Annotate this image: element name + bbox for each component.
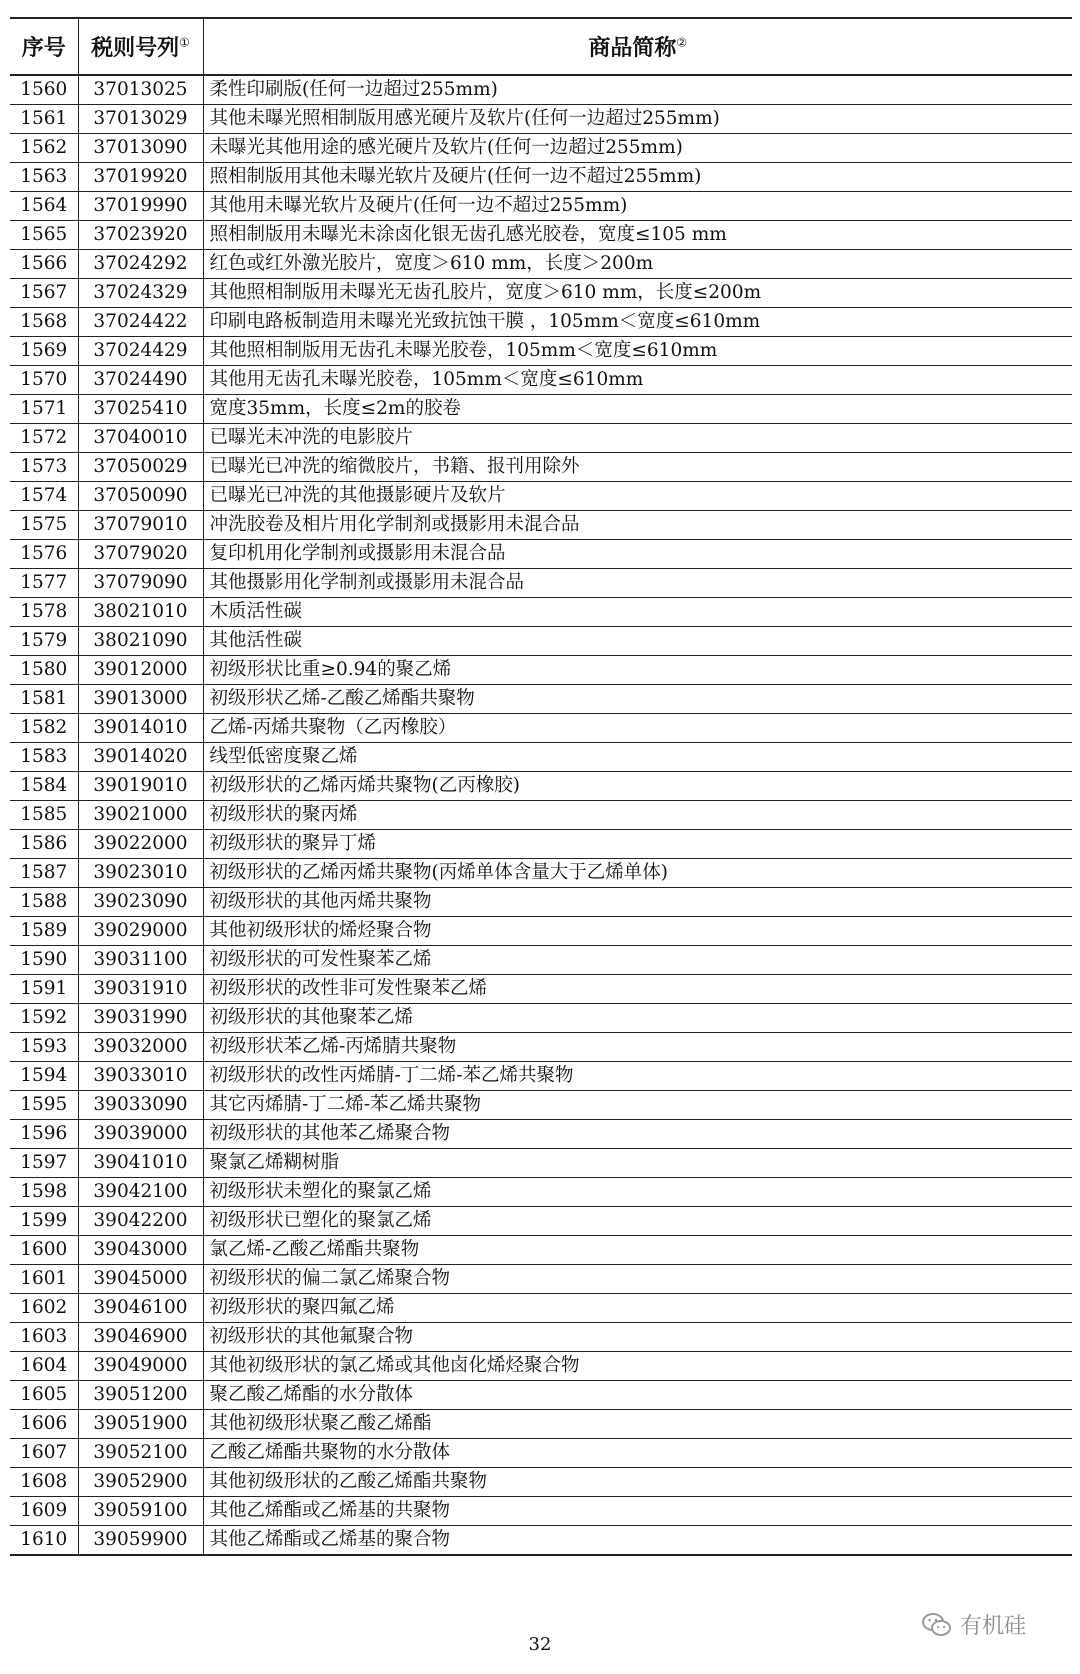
row-index: 1565 bbox=[10, 221, 78, 250]
table-row bbox=[10, 888, 1072, 917]
header-code bbox=[78, 18, 203, 75]
row-name: 柔性印刷版(任何一边超过255mm) bbox=[203, 75, 1072, 105]
row-name: 初级形状未塑化的聚氯乙烯 bbox=[203, 1178, 1072, 1207]
row-code: 39022000 bbox=[78, 830, 203, 859]
row-name: 初级形状的乙烯丙烯共聚物(乙丙橡胶) bbox=[203, 772, 1072, 801]
watermark bbox=[922, 1609, 1026, 1640]
row-index: 1576 bbox=[10, 540, 78, 569]
header-name bbox=[203, 18, 1072, 75]
row-index: 1582 bbox=[10, 714, 78, 743]
row-index: 1599 bbox=[10, 1207, 78, 1236]
row-name: 未曝光其他用途的感光硬片及软片(任何一边超过255mm) bbox=[203, 134, 1072, 163]
table-row bbox=[10, 453, 1072, 482]
table-row bbox=[10, 1294, 1072, 1323]
row-name: 其它丙烯腈-丁二烯-苯乙烯共聚物 bbox=[203, 1091, 1072, 1120]
document-page bbox=[10, 17, 1072, 1556]
row-index: 1596 bbox=[10, 1120, 78, 1149]
table-row bbox=[10, 1236, 1072, 1265]
table-row bbox=[10, 656, 1072, 685]
row-index: 1584 bbox=[10, 772, 78, 801]
row-code: 39045000 bbox=[78, 1265, 203, 1294]
table-row bbox=[10, 1207, 1072, 1236]
table-row bbox=[10, 105, 1072, 134]
row-index: 1608 bbox=[10, 1468, 78, 1497]
table-row bbox=[10, 250, 1072, 279]
row-index: 1605 bbox=[10, 1381, 78, 1410]
row-index: 1591 bbox=[10, 975, 78, 1004]
row-index: 1567 bbox=[10, 279, 78, 308]
row-name: 初级形状苯乙烯-丙烯腈共聚物 bbox=[203, 1033, 1072, 1062]
row-name: 复印机用化学制剂或摄影用未混合品 bbox=[203, 540, 1072, 569]
table-row bbox=[10, 1410, 1072, 1439]
row-name: 红色或红外激光胶片，宽度＞610 mm，长度＞200m bbox=[203, 250, 1072, 279]
table-row bbox=[10, 1323, 1072, 1352]
row-code: 37025410 bbox=[78, 395, 203, 424]
row-name: 初级形状的聚四氟乙烯 bbox=[203, 1294, 1072, 1323]
row-name: 照相制版用其他未曝光软片及硬片(任何一边不超过255mm) bbox=[203, 163, 1072, 192]
row-code: 39031100 bbox=[78, 946, 203, 975]
row-code: 39042200 bbox=[78, 1207, 203, 1236]
table-row bbox=[10, 743, 1072, 772]
row-name: 初级形状的其他苯乙烯聚合物 bbox=[203, 1120, 1072, 1149]
row-name: 初级形状比重≥0.94的聚乙烯 bbox=[203, 656, 1072, 685]
row-code: 39012000 bbox=[78, 656, 203, 685]
row-code: 37013029 bbox=[78, 105, 203, 134]
row-index: 1581 bbox=[10, 685, 78, 714]
row-code: 38021010 bbox=[78, 598, 203, 627]
row-code: 37023920 bbox=[78, 221, 203, 250]
row-name: 初级形状的乙烯丙烯共聚物(丙烯单体含量大于乙烯单体) bbox=[203, 859, 1072, 888]
row-name: 其他活性碳 bbox=[203, 627, 1072, 656]
table-row bbox=[10, 75, 1072, 105]
row-name: 已曝光已冲洗的其他摄影硬片及软片 bbox=[203, 482, 1072, 511]
row-index: 1566 bbox=[10, 250, 78, 279]
row-index: 1595 bbox=[10, 1091, 78, 1120]
row-index: 1606 bbox=[10, 1410, 78, 1439]
row-name: 其他初级形状的乙酸乙烯酯共聚物 bbox=[203, 1468, 1072, 1497]
row-code: 37040010 bbox=[78, 424, 203, 453]
header-row bbox=[10, 18, 1072, 75]
row-code: 37050029 bbox=[78, 453, 203, 482]
row-code: 39046900 bbox=[78, 1323, 203, 1352]
row-code: 37024422 bbox=[78, 308, 203, 337]
table-row bbox=[10, 627, 1072, 656]
row-name: 初级形状的改性非可发性聚苯乙烯 bbox=[203, 975, 1072, 1004]
row-name: 初级形状的其他氟聚合物 bbox=[203, 1323, 1072, 1352]
row-code: 39059900 bbox=[78, 1526, 203, 1556]
row-code: 39014020 bbox=[78, 743, 203, 772]
row-code: 38021090 bbox=[78, 627, 203, 656]
table-row bbox=[10, 337, 1072, 366]
row-index: 1598 bbox=[10, 1178, 78, 1207]
row-code: 39052100 bbox=[78, 1439, 203, 1468]
row-index: 1597 bbox=[10, 1149, 78, 1178]
table-row bbox=[10, 975, 1072, 1004]
row-name: 初级形状的其他聚苯乙烯 bbox=[203, 1004, 1072, 1033]
header-code-label: 税则号列 bbox=[91, 35, 180, 61]
table-row bbox=[10, 1033, 1072, 1062]
table-row bbox=[10, 482, 1072, 511]
table-row bbox=[10, 1381, 1072, 1410]
row-name: 初级形状的聚异丁烯 bbox=[203, 830, 1072, 859]
table-row bbox=[10, 772, 1072, 801]
watermark-text: 有机硅 bbox=[960, 1614, 1027, 1639]
row-name: 初级形状乙烯-乙酸乙烯酯共聚物 bbox=[203, 685, 1072, 714]
row-code: 39049000 bbox=[78, 1352, 203, 1381]
row-code: 39032000 bbox=[78, 1033, 203, 1062]
row-code: 39043000 bbox=[78, 1236, 203, 1265]
table-row bbox=[10, 308, 1072, 337]
table-row bbox=[10, 279, 1072, 308]
row-code: 39046100 bbox=[78, 1294, 203, 1323]
row-code: 39051200 bbox=[78, 1381, 203, 1410]
row-name: 其他初级形状聚乙酸乙烯酯 bbox=[203, 1410, 1072, 1439]
row-name: 宽度35mm，长度≤2m的胶卷 bbox=[203, 395, 1072, 424]
table-row bbox=[10, 1120, 1072, 1149]
row-index: 1585 bbox=[10, 801, 78, 830]
row-name: 初级形状的聚丙烯 bbox=[203, 801, 1072, 830]
row-name: 已曝光未冲洗的电影胶片 bbox=[203, 424, 1072, 453]
row-index: 1578 bbox=[10, 598, 78, 627]
row-index: 1574 bbox=[10, 482, 78, 511]
row-index: 1609 bbox=[10, 1497, 78, 1526]
table-row bbox=[10, 714, 1072, 743]
row-code: 37013025 bbox=[78, 75, 203, 105]
row-code: 39033010 bbox=[78, 1062, 203, 1091]
row-name: 其他照相制版用未曝光无齿孔胶片，宽度＞610 mm，长度≤200m bbox=[203, 279, 1072, 308]
row-index: 1586 bbox=[10, 830, 78, 859]
row-name: 聚氯乙烯糊树脂 bbox=[203, 1149, 1072, 1178]
row-index: 1573 bbox=[10, 453, 78, 482]
row-code: 37019990 bbox=[78, 192, 203, 221]
table-row bbox=[10, 1265, 1072, 1294]
table-row bbox=[10, 598, 1072, 627]
table-row bbox=[10, 163, 1072, 192]
row-name: 初级形状的其他丙烯共聚物 bbox=[203, 888, 1072, 917]
row-index: 1575 bbox=[10, 511, 78, 540]
row-name: 聚乙酸乙烯酯的水分散体 bbox=[203, 1381, 1072, 1410]
row-index: 1607 bbox=[10, 1439, 78, 1468]
row-index: 1570 bbox=[10, 366, 78, 395]
table-body bbox=[10, 75, 1072, 1555]
row-code: 39052900 bbox=[78, 1468, 203, 1497]
row-index: 1602 bbox=[10, 1294, 78, 1323]
row-code: 39023010 bbox=[78, 859, 203, 888]
table-header bbox=[10, 18, 1072, 75]
row-name: 其他乙烯酯或乙烯基的聚合物 bbox=[203, 1526, 1072, 1556]
page-number: 32 bbox=[528, 1634, 552, 1655]
row-index: 1604 bbox=[10, 1352, 78, 1381]
row-index: 1568 bbox=[10, 308, 78, 337]
row-index: 1592 bbox=[10, 1004, 78, 1033]
row-index: 1601 bbox=[10, 1265, 78, 1294]
row-code: 39014010 bbox=[78, 714, 203, 743]
table-row bbox=[10, 1178, 1072, 1207]
row-name: 乙烯-丙烯共聚物（乙丙橡胶） bbox=[203, 714, 1072, 743]
table-row bbox=[10, 1497, 1072, 1526]
row-name: 已曝光已冲洗的缩微胶片，书籍、报刊用除外 bbox=[203, 453, 1072, 482]
row-code: 39059100 bbox=[78, 1497, 203, 1526]
row-index: 1563 bbox=[10, 163, 78, 192]
table-row bbox=[10, 511, 1072, 540]
table-row bbox=[10, 366, 1072, 395]
row-name: 初级形状已塑化的聚氯乙烯 bbox=[203, 1207, 1072, 1236]
table-row bbox=[10, 424, 1072, 453]
table-row bbox=[10, 192, 1072, 221]
table-row bbox=[10, 1468, 1072, 1497]
row-index: 1593 bbox=[10, 1033, 78, 1062]
row-code: 37079090 bbox=[78, 569, 203, 598]
row-code: 39033090 bbox=[78, 1091, 203, 1120]
row-code: 39041010 bbox=[78, 1149, 203, 1178]
row-code: 39051900 bbox=[78, 1410, 203, 1439]
header-index bbox=[10, 18, 78, 75]
row-code: 37024292 bbox=[78, 250, 203, 279]
table-row bbox=[10, 1062, 1072, 1091]
row-name: 其他初级形状的氯乙烯或其他卤化烯烃聚合物 bbox=[203, 1352, 1072, 1381]
table-row bbox=[10, 685, 1072, 714]
row-index: 1572 bbox=[10, 424, 78, 453]
row-index: 1610 bbox=[10, 1526, 78, 1556]
row-code: 39029000 bbox=[78, 917, 203, 946]
row-index: 1560 bbox=[10, 75, 78, 105]
row-index: 1583 bbox=[10, 743, 78, 772]
row-index: 1569 bbox=[10, 337, 78, 366]
table-row bbox=[10, 1091, 1072, 1120]
row-code: 37019920 bbox=[78, 163, 203, 192]
table-row bbox=[10, 1526, 1072, 1556]
row-code: 37024329 bbox=[78, 279, 203, 308]
row-name: 乙酸乙烯酯共聚物的水分散体 bbox=[203, 1439, 1072, 1468]
table-row bbox=[10, 569, 1072, 598]
table-row bbox=[10, 1352, 1072, 1381]
row-name: 初级形状的改性丙烯腈-丁二烯-苯乙烯共聚物 bbox=[203, 1062, 1072, 1091]
row-code: 39013000 bbox=[78, 685, 203, 714]
row-index: 1600 bbox=[10, 1236, 78, 1265]
table-row bbox=[10, 946, 1072, 975]
tariff-table bbox=[10, 17, 1072, 1556]
row-name: 初级形状的可发性聚苯乙烯 bbox=[203, 946, 1072, 975]
row-code: 37013090 bbox=[78, 134, 203, 163]
row-index: 1590 bbox=[10, 946, 78, 975]
row-name: 其他初级形状的烯烃聚合物 bbox=[203, 917, 1072, 946]
row-name: 其他用无齿孔未曝光胶卷，105mm＜宽度≤610mm bbox=[203, 366, 1072, 395]
header-index-label: 序号 bbox=[21, 35, 66, 61]
row-name: 印刷电路板制造用未曝光光致抗蚀干膜 ，105mm＜宽度≤610mm bbox=[203, 308, 1072, 337]
row-name: 氯乙烯-乙酸乙烯酯共聚物 bbox=[203, 1236, 1072, 1265]
table-row bbox=[10, 859, 1072, 888]
row-code: 37079020 bbox=[78, 540, 203, 569]
row-name: 初级形状的偏二氯乙烯聚合物 bbox=[203, 1265, 1072, 1294]
row-index: 1589 bbox=[10, 917, 78, 946]
row-index: 1571 bbox=[10, 395, 78, 424]
table-row bbox=[10, 221, 1072, 250]
row-name: 木质活性碳 bbox=[203, 598, 1072, 627]
header-name-footnote: ② bbox=[676, 35, 688, 50]
row-index: 1580 bbox=[10, 656, 78, 685]
row-name: 冲洗胶卷及相片用化学制剂或摄影用未混合品 bbox=[203, 511, 1072, 540]
row-code: 39021000 bbox=[78, 801, 203, 830]
header-code-footnote: ① bbox=[179, 35, 190, 50]
table-row bbox=[10, 395, 1072, 424]
row-index: 1562 bbox=[10, 134, 78, 163]
table-row bbox=[10, 1439, 1072, 1468]
row-name: 照相制版用未曝光未涂卤化银无齿孔感光胶卷，宽度≤105 mm bbox=[203, 221, 1072, 250]
row-name: 线型低密度聚乙烯 bbox=[203, 743, 1072, 772]
row-code: 39031910 bbox=[78, 975, 203, 1004]
row-code: 37050090 bbox=[78, 482, 203, 511]
row-name: 其他照相制版用无齿孔未曝光胶卷，105mm＜宽度≤610mm bbox=[203, 337, 1072, 366]
row-index: 1579 bbox=[10, 627, 78, 656]
row-code: 39039000 bbox=[78, 1120, 203, 1149]
row-index: 1587 bbox=[10, 859, 78, 888]
table-row bbox=[10, 830, 1072, 859]
row-name: 其他摄影用化学制剂或摄影用未混合品 bbox=[203, 569, 1072, 598]
row-index: 1588 bbox=[10, 888, 78, 917]
row-code: 37079010 bbox=[78, 511, 203, 540]
table-row bbox=[10, 540, 1072, 569]
row-index: 1561 bbox=[10, 105, 78, 134]
header-name-label: 商品简称 bbox=[588, 35, 677, 61]
row-name: 其他乙烯酯或乙烯基的共聚物 bbox=[203, 1497, 1072, 1526]
row-name: 其他未曝光照相制版用感光硬片及软片(任何一边超过255mm) bbox=[203, 105, 1072, 134]
row-code: 39031990 bbox=[78, 1004, 203, 1033]
table-row bbox=[10, 917, 1072, 946]
row-code: 39042100 bbox=[78, 1178, 203, 1207]
row-code: 37024429 bbox=[78, 337, 203, 366]
table-row bbox=[10, 1149, 1072, 1178]
row-name: 其他用未曝光软片及硬片(任何一边不超过255mm) bbox=[203, 192, 1072, 221]
row-code: 37024490 bbox=[78, 366, 203, 395]
row-index: 1594 bbox=[10, 1062, 78, 1091]
table-row bbox=[10, 134, 1072, 163]
table-row bbox=[10, 801, 1072, 830]
row-index: 1577 bbox=[10, 569, 78, 598]
row-code: 39019010 bbox=[78, 772, 203, 801]
row-index: 1564 bbox=[10, 192, 78, 221]
wechat-icon bbox=[922, 1612, 952, 1638]
row-index: 1603 bbox=[10, 1323, 78, 1352]
table-row bbox=[10, 1004, 1072, 1033]
row-code: 39023090 bbox=[78, 888, 203, 917]
